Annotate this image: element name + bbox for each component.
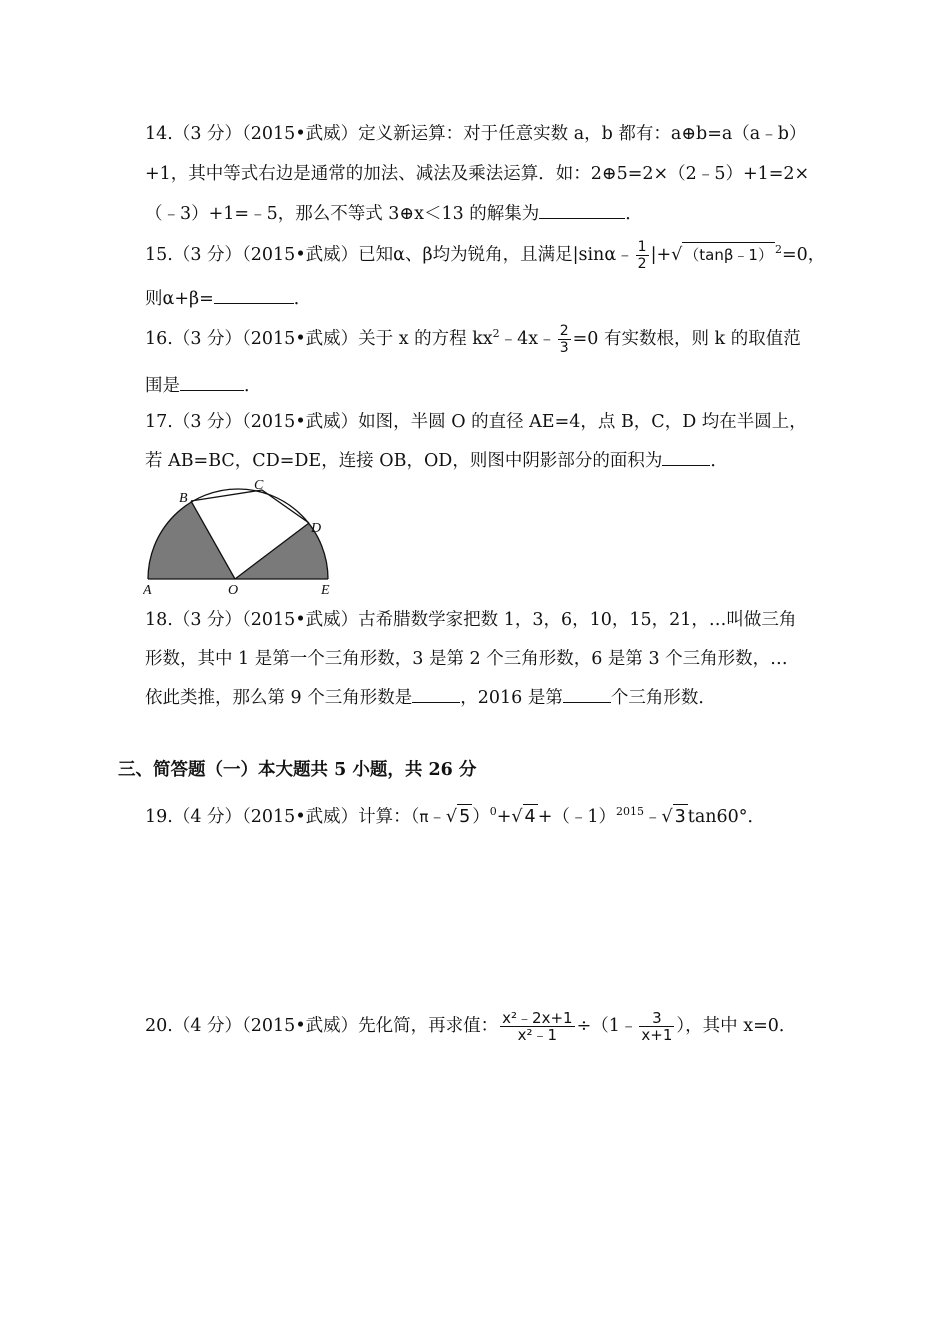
q19-text: 19.（4 分）（2015•武威）计算：（ xyxy=(145,806,420,827)
q18-answer-blank-1[interactable] xyxy=(412,684,460,703)
q15-sqrt-content: （tanβ﹣1） xyxy=(682,242,775,267)
q14-line3 xyxy=(145,200,643,226)
radical-sign: √ xyxy=(661,806,673,827)
q20-frac2-num: 3 xyxy=(639,1010,674,1027)
q17-line1: 17.（3 分）（2015•武威）如图，半圆 O 的直径 AE=4，点 B，C，D 均在半圆上， xyxy=(145,412,807,432)
q20-frac1-den: x²﹣1 xyxy=(517,1026,558,1044)
q19-mid: +（﹣1） xyxy=(537,806,616,827)
section-3-heading: 三、简答题（一）本大题共 5 小题，共 26 分 xyxy=(118,760,477,780)
q18-answer-blank-2[interactable] xyxy=(563,684,611,703)
q17-line2 xyxy=(145,447,728,473)
q16-answer-blank[interactable] xyxy=(180,372,244,391)
q18-line1: 18.（3 分）（2015•武威）古希腊数学家把数 1，3，6，10，15，21，…叫做三角 xyxy=(145,610,797,630)
q15-text: 15.（3 分）（2015•武威）已知α、β均为锐角，且满足|sinα﹣ xyxy=(145,244,634,265)
q18-line3-c: 个三角形数． xyxy=(610,688,716,708)
q14-line1: 14.（3 分）（2015•武威）定义新运算：对于任意实数 a，b 都有：a⊕b=a（a﹣b） xyxy=(145,124,807,144)
q18-line3-b: ，2016 是第 xyxy=(460,688,563,708)
q20-fraction-1 xyxy=(500,1010,574,1043)
q15-abs-close: |+ xyxy=(650,244,672,265)
shaded-region-left xyxy=(148,478,235,579)
q16-line2-text: 围是 xyxy=(145,376,180,396)
q20-text: 20.（4 分）（2015•武威）先化简，再求值： xyxy=(145,1016,499,1036)
q20-div: ÷（1﹣ xyxy=(576,1016,638,1036)
q16-post: =0 有实数根，则 k 的取值范 xyxy=(572,328,801,349)
q15-frac-num: 1 xyxy=(637,238,647,255)
q15-frac-den: 2 xyxy=(637,255,647,272)
q17-line2-text: 若 AB=BC，CD=DE，连接 OB，OD，则图中阴影部分的面积为 xyxy=(145,451,663,471)
q16-line2-end: ． xyxy=(244,376,262,396)
q16-mid: ﹣4x﹣ xyxy=(499,328,556,349)
q19-minus: ﹣ xyxy=(428,806,446,827)
q19-sqrt5: 5 xyxy=(457,804,472,829)
radical-sign: √ xyxy=(511,806,523,827)
q20-frac1-num: x²﹣2x+1 xyxy=(502,1009,573,1027)
q18-line2: 形数，其中 1 是第一个三角形数，3 是第 2 个三角形数，6 是第 3 个三角形数，… xyxy=(145,649,788,669)
radical-sign: √ xyxy=(671,244,683,265)
q14-answer-blank[interactable] xyxy=(539,200,625,219)
q20-post: ），其中 x=0． xyxy=(676,1016,797,1036)
semicircle-figure xyxy=(143,478,343,600)
q19-sqrt4: 4 xyxy=(523,804,538,829)
q20-line xyxy=(145,1010,796,1043)
q16-line2 xyxy=(145,372,262,398)
q19-exp0: 0 xyxy=(489,805,497,818)
q16-fraction xyxy=(558,323,571,356)
q16-text: 16.（3 分）（2015•武威）关于 x 的方程 kx xyxy=(145,328,493,349)
q19-post: tan60°． xyxy=(687,806,766,827)
q19-line xyxy=(145,800,765,829)
q19-sqrt3: 3 xyxy=(673,804,688,829)
q19-minus2: ﹣ xyxy=(644,806,662,827)
label-C: C xyxy=(254,478,264,493)
q14-line3-end: ． xyxy=(625,204,643,224)
q15-line2-text: 则α+β= xyxy=(145,289,214,309)
q15-line1 xyxy=(145,238,825,272)
q14-line2: +1，其中等式右边是通常的加法、减法及乘法运算．如：2⊕5=2×（2﹣5）+1=2× xyxy=(145,164,810,184)
q15-fraction xyxy=(636,239,649,272)
q18-line3-a: 依此类推，那么第 9 个三角形数是 xyxy=(145,688,413,708)
q16-frac-num: 2 xyxy=(559,322,569,339)
q18-line3 xyxy=(145,684,716,710)
q19-plus: + xyxy=(496,806,512,827)
q15-eq: =0， xyxy=(781,244,826,265)
q15-sqrt-exp: 2 xyxy=(774,243,782,256)
q16-line1 xyxy=(145,322,801,356)
q15-line2 xyxy=(145,285,311,311)
q17-line2-end: ． xyxy=(710,451,728,471)
q17-answer-blank[interactable] xyxy=(662,447,710,466)
label-B: B xyxy=(179,491,188,506)
q20-frac2-den: x+1 xyxy=(641,1026,673,1044)
label-D: D xyxy=(311,521,322,536)
q15-answer-blank[interactable] xyxy=(214,285,294,304)
q14-line3-text: （﹣3）+1=﹣5，那么不等式 3⊕x＜13 的解集为 xyxy=(145,204,540,224)
q15-line2-end: ． xyxy=(293,289,312,309)
q19-exp2015: 2015 xyxy=(616,805,644,818)
q16-frac-den: 3 xyxy=(559,339,569,356)
label-E: E xyxy=(321,583,330,598)
q19-pi: π xyxy=(419,807,429,826)
radical-sign: √ xyxy=(445,806,458,827)
q20-fraction-2 xyxy=(639,1010,674,1043)
q19-close: ） xyxy=(472,806,490,827)
q16-exp: 2 xyxy=(492,327,500,340)
label-A: A xyxy=(143,583,152,598)
label-O: O xyxy=(228,583,239,598)
